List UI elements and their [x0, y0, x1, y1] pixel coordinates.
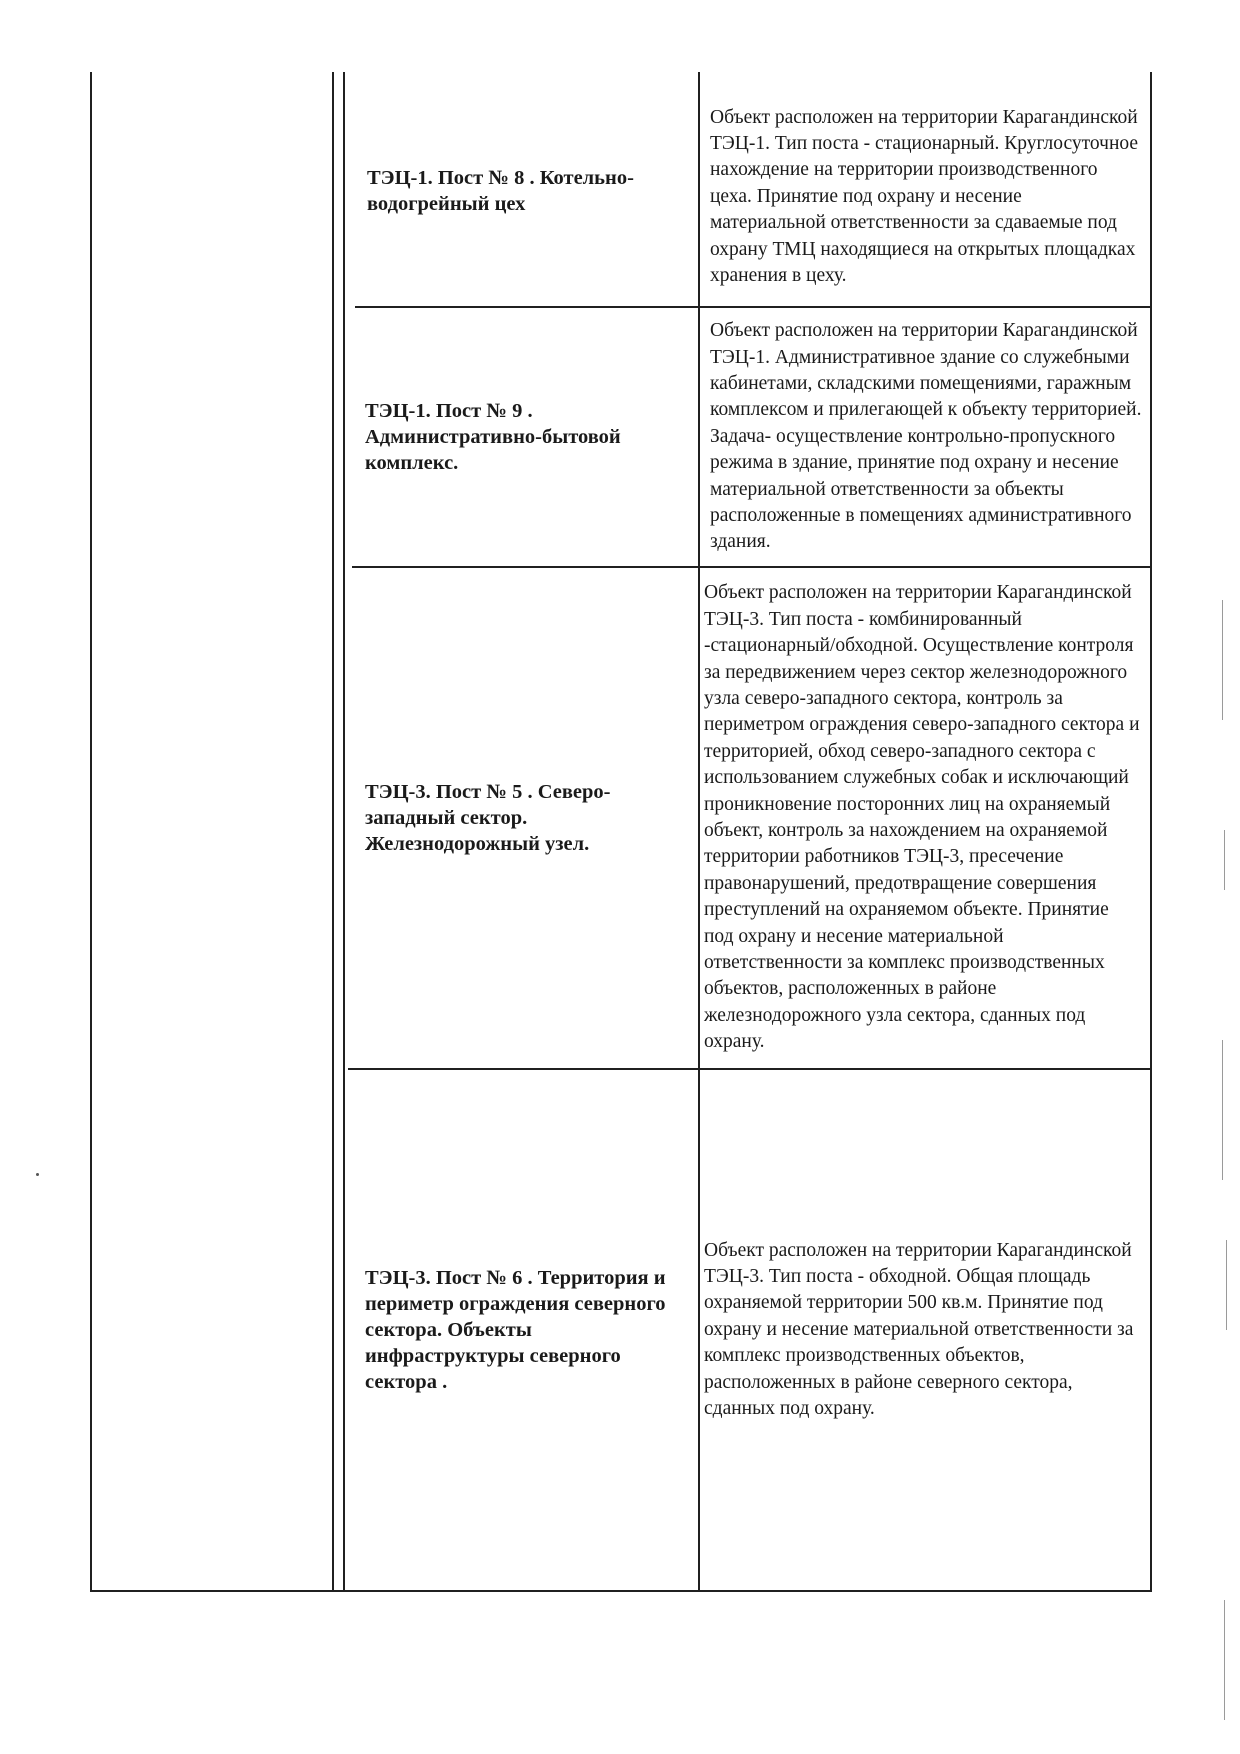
table-left-border — [90, 72, 92, 1592]
post-description: Объект расположен на территории Карагандинской ТЭЦ-3. Тип поста - комбинированный -стационарный/обходной. Осуществление контроля за передвижением через сектор железнодорожного узла северо-западного сектора, контроль за периметром ограждения северо-западного сектора и территорией, обход северо-западного сектора с использованием служебных собак и исключающий проникновение посторонних лиц на охраняемый объект, контроль за нахождением на охраняемой территории работников ТЭЦ-3, пресечение правонарушений, предотвращение совершения преступлений на охраняемом объекте. Принятие под охрану и несение материальной ответственности за комплекс производственных объектов, расположенных в районе железнодорожного узла сектора, сданных под охрану. — [704, 582, 1140, 1053]
post-title-cell — [345, 76, 697, 306]
post-description: Объект расположен на территории Карагандинской ТЭЦ-1. Тип поста - стационарный. Круглосуточное нахождение на территории производственного цеха. Принятие под охрану и несение материальной ответственности за сдаваемые под охрану ТМЦ находящиеся на открытых площадках хранения в цеху. — [710, 106, 1139, 287]
post-title: ТЭЦ-3. Пост № 6 . Территория и периметр ограждения северного сектора. Объекты инфраструктуры северного сектора . — [365, 1267, 666, 1393]
post-description-cell — [700, 308, 1150, 566]
post-description-cell — [694, 568, 1150, 1068]
post-title: ТЭЦ-1. Пост № 9 . Административно-бытовой комплекс. — [365, 400, 621, 474]
post-description-cell — [694, 1070, 1150, 1590]
post-title-cell — [343, 568, 697, 1068]
table-bottom-border — [90, 1590, 1152, 1592]
scan-edge-mark — [1222, 600, 1223, 720]
scan-edge-mark — [1224, 1600, 1225, 1720]
post-description: Объект расположен на территории Карагандинской ТЭЦ-1. Административное здание со служебными кабинетами, складскими помещениями, гаражным комплексом и прилегающей к объекту территорией. Задача- осуществление контрольно-пропускного режима в здание, принятие под охрану и несение материальной ответственности за объекты расположенные в помещениях административного здания. — [710, 320, 1142, 553]
scan-edge-mark — [1224, 830, 1225, 890]
table-right-border — [1150, 72, 1152, 1592]
scan-edge-mark — [1226, 1240, 1227, 1330]
post-title: ТЭЦ-1. Пост № 8 . Котельно-водогрейный цех — [367, 167, 634, 215]
column-divider-1 — [332, 72, 334, 1592]
scan-speck — [36, 1173, 39, 1176]
post-description: Объект расположен на территории Карагандинской ТЭЦ-3. Тип поста - обходной. Общая площадь охраняемой территории 500 кв.м. Принятие под охрану и несение материальной ответственности за комплекс производственных объектов, расположенных в районе северного сектора, сданных под охрану. — [704, 1239, 1134, 1420]
post-title-cell — [343, 1070, 697, 1590]
post-description-cell — [700, 88, 1150, 306]
post-title: ТЭЦ-3. Пост № 5 . Северо-западный сектор. Железнодорожный узел. — [365, 781, 611, 855]
post-title-cell — [343, 308, 697, 566]
scan-edge-mark — [1222, 1040, 1223, 1180]
